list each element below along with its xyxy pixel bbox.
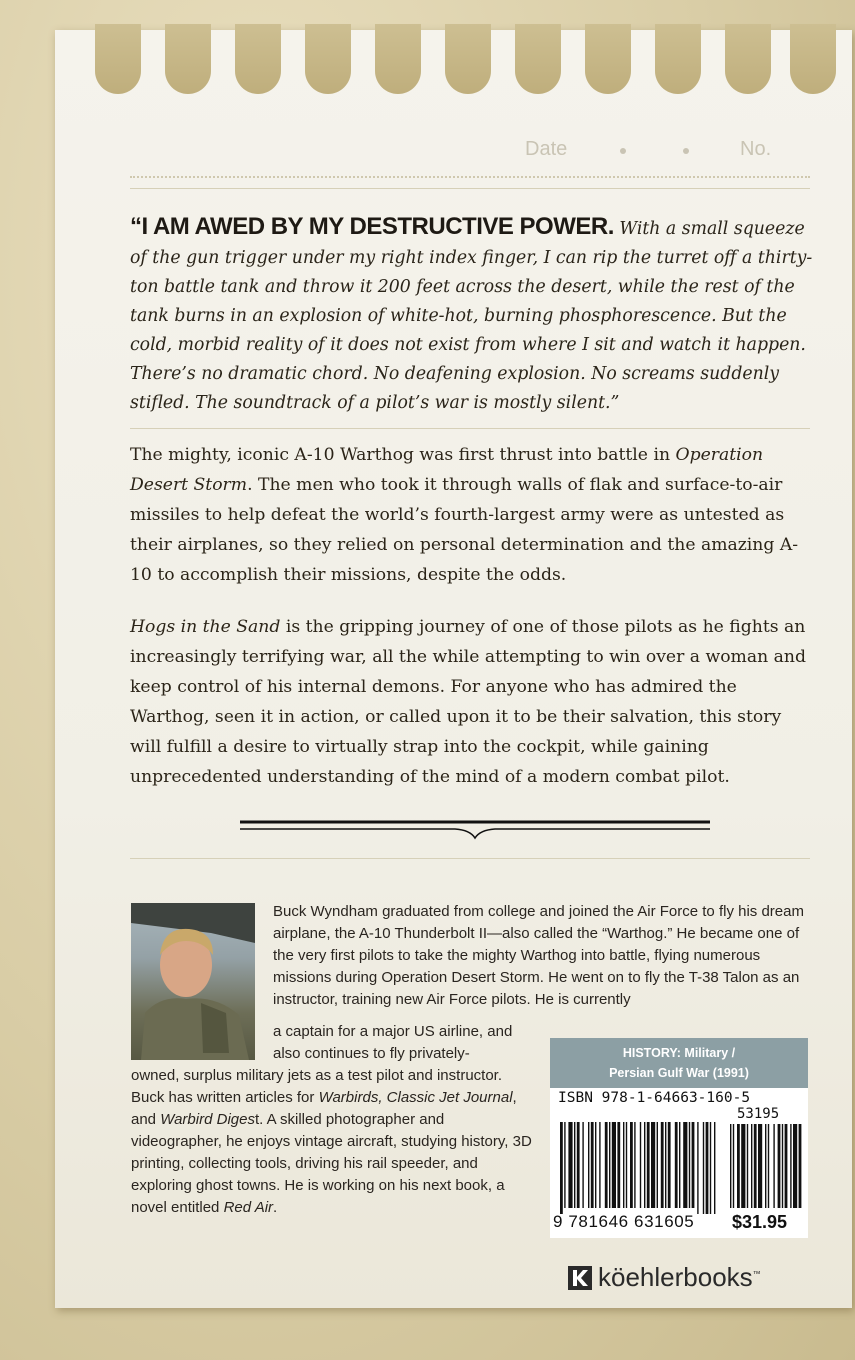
punch-hole xyxy=(165,24,211,94)
barcode-bar xyxy=(605,1122,608,1208)
barcode-bar xyxy=(785,1124,788,1208)
notepad-holes xyxy=(55,30,852,140)
punch-hole xyxy=(375,24,421,94)
punch-hole xyxy=(95,24,141,94)
category-line: HISTORY: Military / xyxy=(622,1046,736,1060)
price-supplement: 53195 xyxy=(737,1106,780,1122)
paragraph-text: The mighty, iconic A-10 Warthog was first thrust into battle in xyxy=(130,445,676,465)
barcode-bar xyxy=(768,1124,769,1208)
publication-name: Warbird Diges xyxy=(160,1111,255,1128)
barcode-bar xyxy=(623,1122,624,1208)
author-bio-top: Buck Wyndham graduated from college and joined the Air Force to fly his dream airplane, the A-10 Thunderbolt II—also called the “Warthog.” He became one of the very first pilots to take the mighty Warthog into battle, flying numerous missions during Operation Desert Storm. He went on to fly the T-38 Talon as an instructor, training new Air Force pilots. He is currently xyxy=(273,903,804,1008)
punch-hole xyxy=(305,24,351,94)
barcode-bar xyxy=(758,1124,762,1208)
punch-hole xyxy=(790,24,836,94)
category-label xyxy=(550,1038,808,1088)
barcode-bar xyxy=(765,1124,766,1208)
punch-hole xyxy=(515,24,561,94)
ruled-line xyxy=(130,188,810,189)
barcode-bar xyxy=(793,1124,797,1208)
barcode-bar xyxy=(754,1124,757,1208)
bio-text: . xyxy=(273,1199,278,1216)
author-bio-line: owned, surplus military jets as a test pilot and instructor. xyxy=(131,1067,503,1084)
barcode-bar xyxy=(675,1122,678,1208)
author-bio-mid: a captain for a major US airline, and also continues to fly privately- xyxy=(273,1023,513,1062)
notepad-dot xyxy=(620,148,626,154)
punch-hole xyxy=(235,24,281,94)
date-label: Date xyxy=(525,138,568,160)
barcode-bar xyxy=(665,1122,666,1208)
category-line: Persian Gulf War (1991) xyxy=(609,1066,749,1080)
barcode-bar xyxy=(626,1122,627,1208)
bio-text: t. A skilled photographer and videographer, he enjoys vintage aircraft, studying history, 3D printing, collecting tools, driving his rail speeder, and exploring ghost towns. He is working on his next book, a novel entitled xyxy=(131,1111,532,1216)
barcode-bar xyxy=(751,1124,752,1208)
barcode-bar xyxy=(634,1122,635,1208)
barcode-bar xyxy=(710,1122,711,1214)
description-paragraph-2 xyxy=(130,612,815,792)
bio-text: , and xyxy=(131,1089,517,1128)
barcode-bar xyxy=(582,1122,583,1208)
ruled-line xyxy=(130,176,810,178)
barcode-bar xyxy=(595,1122,596,1208)
trademark: ™ xyxy=(752,1269,761,1279)
barcode-bar xyxy=(630,1122,633,1208)
book-title: Hogs in the Sand xyxy=(130,617,281,637)
bio-text: Buck has written articles for xyxy=(131,1089,319,1106)
isbn-text: ISBN 978-1-64663-160-5 xyxy=(558,1090,751,1106)
barcode-bar xyxy=(737,1124,740,1208)
description-paragraph-1 xyxy=(130,440,815,590)
punch-hole xyxy=(445,24,491,94)
publisher-wordmark: köehlerbooks xyxy=(598,1262,753,1292)
barcode-bar xyxy=(679,1122,680,1208)
barcode-bar xyxy=(782,1124,783,1208)
barcode-bar xyxy=(568,1122,572,1208)
barcode-bar xyxy=(703,1122,704,1214)
paragraph-text: . The men who took it through walls of flak and surface-to-air missiles to help defeat the world’s fourth-largest army were as untested as their airplanes, so they relied on personal determination and the amazing A-10 to accomplish their missions, despite the odds. xyxy=(130,475,799,585)
quote-lead: “I AM AWED BY MY DESTRUCTIVE POWER. xyxy=(130,213,614,240)
pull-quote xyxy=(130,212,815,418)
barcode-bar xyxy=(697,1122,698,1214)
barcode-bar xyxy=(706,1122,709,1214)
barcode-bar xyxy=(730,1124,731,1208)
barcode-bar xyxy=(714,1122,715,1214)
barcode-bar xyxy=(683,1122,687,1208)
barcode-bar xyxy=(617,1122,620,1208)
barcode-bar xyxy=(773,1124,774,1208)
barcode-bar xyxy=(741,1124,745,1208)
barcode-bar xyxy=(647,1122,650,1208)
barcode-bar xyxy=(778,1124,781,1208)
publication-name: Warbirds, Classic Jet Journal xyxy=(318,1089,513,1106)
number-label: No. xyxy=(740,138,772,160)
punch-hole xyxy=(655,24,701,94)
publisher-logo-icon xyxy=(568,1266,592,1290)
barcode-bar xyxy=(644,1122,645,1208)
barcode-bar xyxy=(651,1122,655,1208)
quote-body: With a small squeeze of the gun trigger under my right index finger, I can rip the turret off a thirty-ton battle tank and throw it 200 feet across the desert, while the rest of the tank burns in an explosion of white-hot, burning phosphorescence. But the cold, morbid reality of it does not exist from where I sit and watch it happen. There’s no dramatic chord. No deafening explosion. No screams suddenly stifled. The soundtrack of a pilot’s war is mostly silent.” xyxy=(130,219,813,413)
barcode-bar xyxy=(747,1124,748,1208)
barcode-bar xyxy=(612,1122,616,1208)
barcode-digits: 9 781646 631605 xyxy=(553,1212,695,1231)
author-photo xyxy=(131,903,255,1060)
barcode-bar xyxy=(609,1122,610,1208)
barcode-bar xyxy=(560,1122,563,1214)
barcode-bar xyxy=(790,1124,791,1208)
notepad-dot xyxy=(683,148,689,154)
next-book-title: Red Air xyxy=(223,1199,274,1216)
price: $31.95 xyxy=(732,1212,788,1232)
barcode-bar xyxy=(574,1122,575,1208)
punch-hole xyxy=(585,24,631,94)
ornamental-divider xyxy=(240,818,710,842)
barcode-bar xyxy=(588,1122,589,1208)
barcode-bar xyxy=(564,1122,565,1208)
barcode-bar xyxy=(640,1122,641,1208)
operation-name: Operation Desert Storm xyxy=(130,445,764,495)
ruled-line xyxy=(130,428,810,429)
barcode-bar xyxy=(692,1122,695,1208)
barcode-bar xyxy=(657,1122,658,1208)
barcode-bar xyxy=(661,1122,664,1208)
barcode-bar xyxy=(599,1122,600,1208)
paragraph-text: is the gripping journey of one of those pilots as he fights an increasingly terrifying war, all the while attempting to win over a woman and keep control of his internal demons. For anyone who has admired the Warthog, seen it in action, or called upon it to be their salvation, this story will fulfill a desire to virtually strap into the cockpit, while gaining unprecedented understanding of the mind of a modern combat pilot. xyxy=(130,617,806,787)
barcode-bar xyxy=(668,1122,671,1208)
barcode-bar xyxy=(799,1124,802,1208)
ruled-line xyxy=(130,858,810,859)
author-bio-bottom xyxy=(131,1087,536,1219)
publisher-name xyxy=(598,1262,761,1293)
barcode-bar xyxy=(733,1124,734,1208)
barcode-bar xyxy=(689,1122,690,1208)
punch-hole xyxy=(725,24,771,94)
barcode-bar xyxy=(577,1122,580,1208)
barcode-bar xyxy=(591,1122,594,1208)
